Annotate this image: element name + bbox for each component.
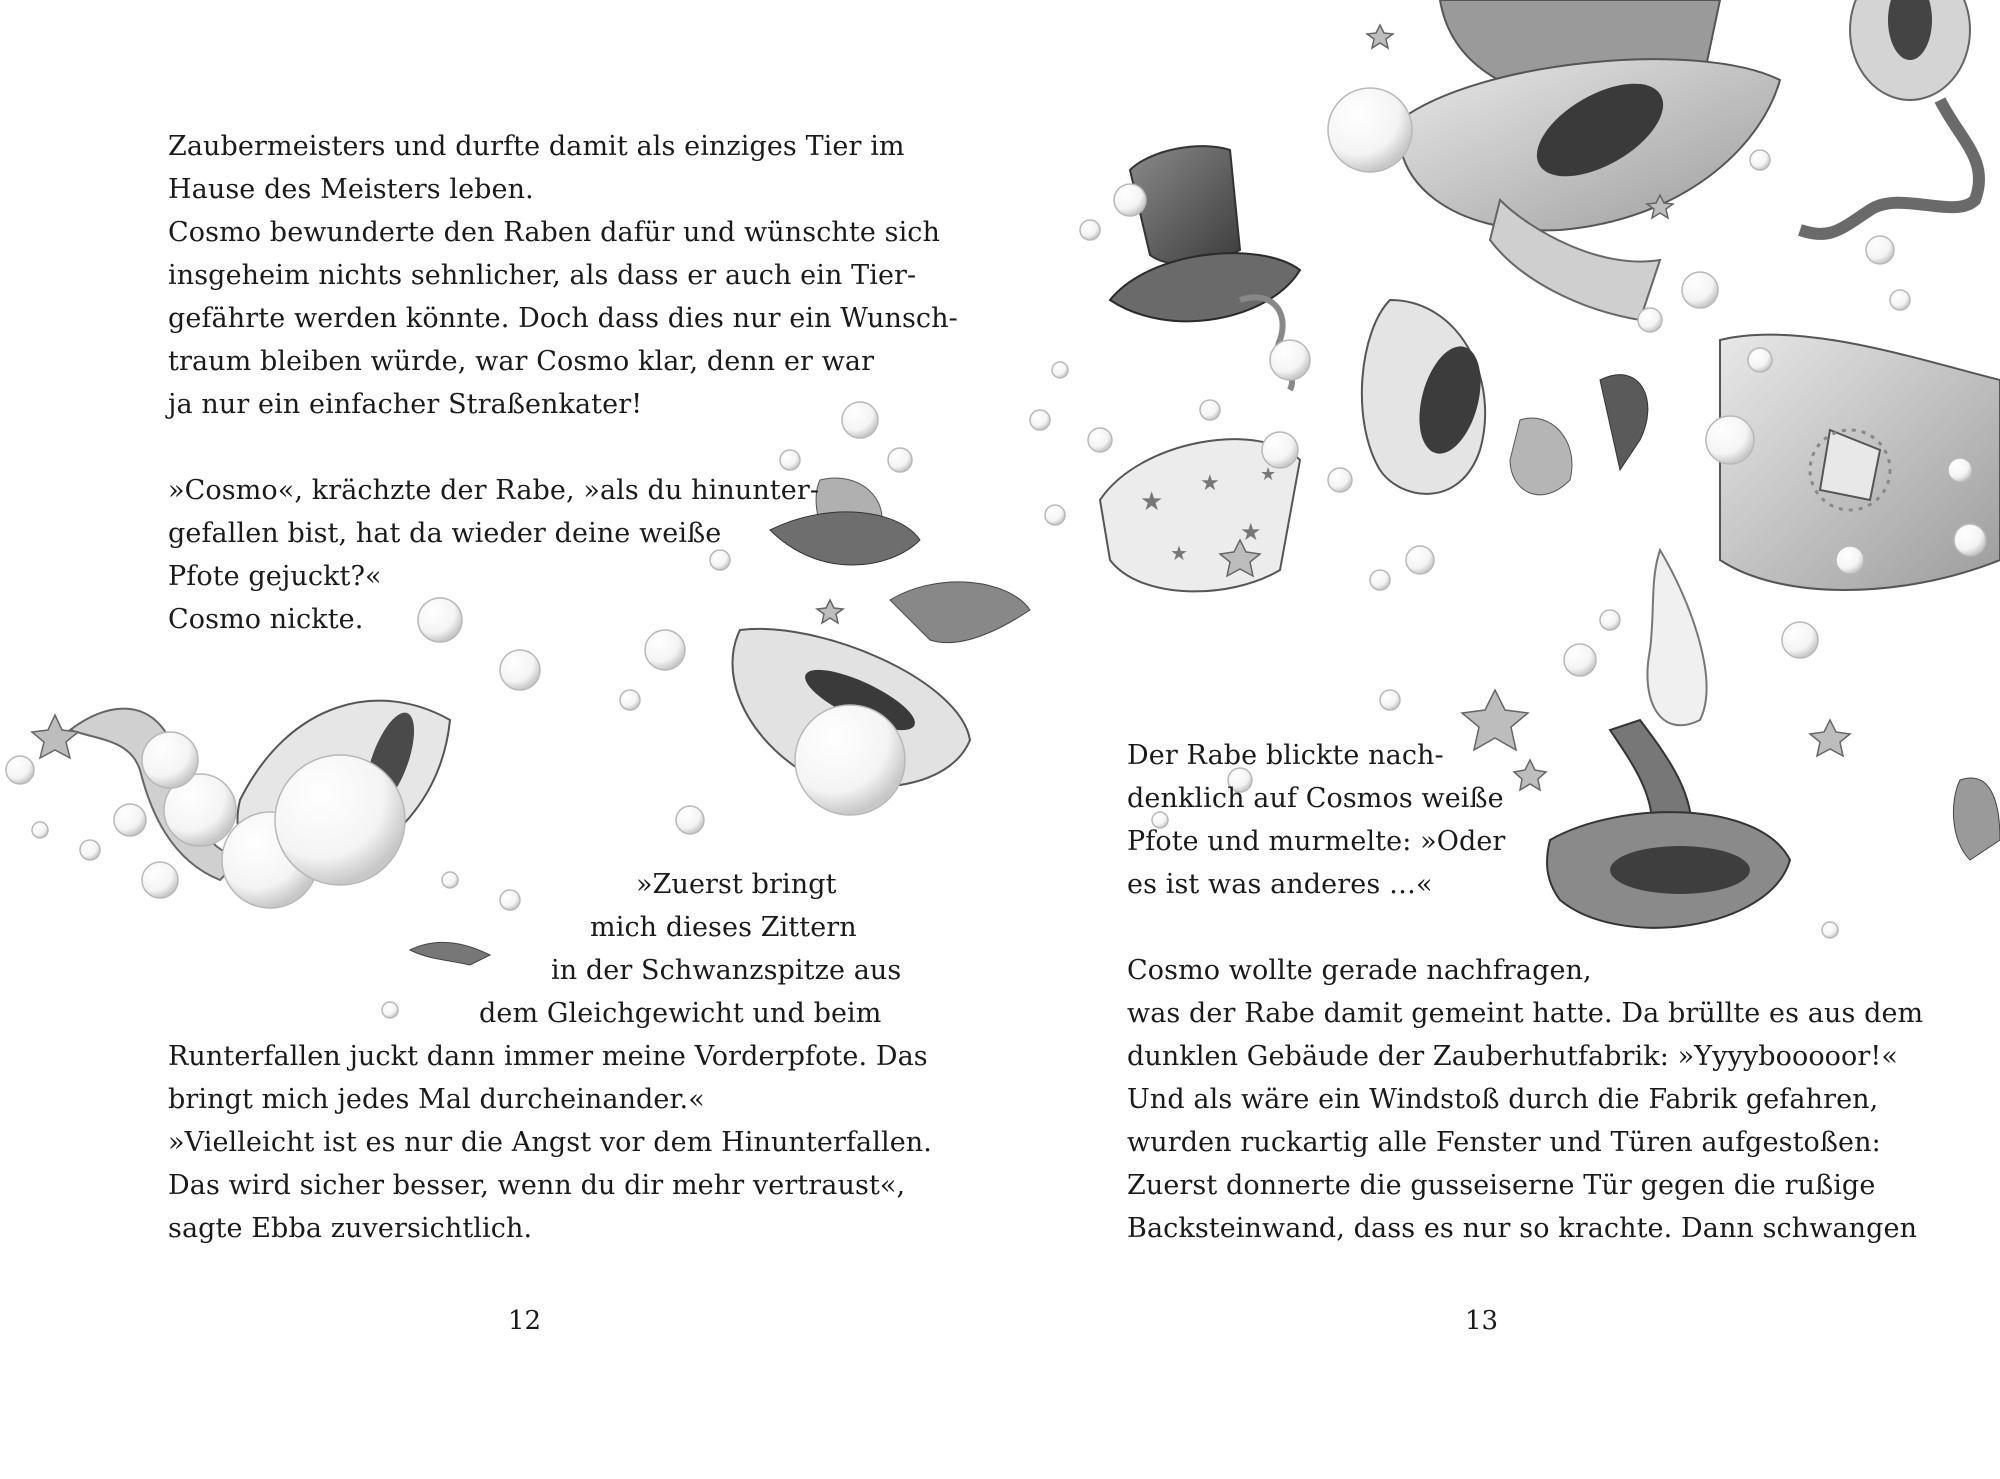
svg-text:★: ★ bbox=[1260, 464, 1277, 485]
text-line: ja nur ein einfacher Straßenkater! bbox=[168, 389, 643, 420]
text-line: Runterfallen juckt dann immer meine Vorderpfote. Das bbox=[168, 1041, 928, 1072]
text-line: Hause des Meisters leben. bbox=[168, 174, 534, 205]
text-line: Cosmo nickte. bbox=[168, 604, 364, 635]
text-line: gefährte werden könnte. Doch dass dies nur ein Wunsch- bbox=[168, 303, 958, 334]
sun-emblem-hat bbox=[1647, 335, 2000, 726]
white-brim-hat bbox=[1362, 300, 1648, 495]
text-line: dunklen Gebäude der Zauberhutfabrik: »Yyyybooooor!« bbox=[1127, 1041, 1898, 1072]
text-line: Cosmo wollte gerade nachfragen, bbox=[1127, 955, 1592, 986]
text-line: sagte Ebba zuversichtlich. bbox=[168, 1213, 533, 1244]
partial-hat-right-edge bbox=[1953, 778, 2000, 860]
text-line: »Zuerst bringt bbox=[636, 869, 837, 900]
text-line: gefallen bist, hat da wieder deine weiße bbox=[168, 518, 722, 549]
text-line: »Vielleicht ist es nur die Angst vor dem Hinunterfallen. bbox=[168, 1127, 932, 1158]
text-line: was der Rabe damit gemeint hatte. Da brüllte es aus dem bbox=[1127, 998, 1924, 1029]
text-line: in der Schwanzspitze aus bbox=[551, 955, 902, 986]
svg-text:★: ★ bbox=[1170, 541, 1188, 565]
text-line: traum bleiben würde, war Cosmo klar, denn er war bbox=[168, 346, 875, 377]
text-line: dem Gleichgewicht und beim bbox=[479, 998, 882, 1029]
text-line: Cosmo bewunderte den Raben dafür und wünschte sich bbox=[168, 217, 941, 248]
text-line: Pfote und murmelte: »Oder bbox=[1127, 826, 1506, 857]
text-line: denklich auf Cosmos weiße bbox=[1127, 783, 1504, 814]
text-line: es ist was anderes …« bbox=[1127, 869, 1433, 900]
page-number-right: 13 bbox=[1465, 1306, 1499, 1336]
text-line: insgeheim nichts sehnlicher, als dass er auch ein Tier- bbox=[168, 260, 917, 291]
text-line: Zuerst donnerte die gusseiserne Tür gegen die rußige bbox=[1127, 1170, 1876, 1201]
page-number-left: 12 bbox=[508, 1306, 542, 1336]
svg-text:★: ★ bbox=[1240, 518, 1262, 546]
svg-text:★: ★ bbox=[1140, 487, 1164, 517]
text-line: Der Rabe blickte nach- bbox=[1127, 740, 1444, 771]
lower-right-witch-hat bbox=[1547, 720, 1790, 928]
dark-top-hat bbox=[1110, 146, 1300, 321]
text-line: »Cosmo«, krächzte der Rabe, »als du hinunter- bbox=[168, 475, 820, 506]
text-line: bringt mich jedes Mal durcheinander.« bbox=[168, 1084, 705, 1115]
text-line: Backsteinwand, dass es nur so krachte. Dann schwangen bbox=[1127, 1213, 1918, 1244]
ring-object-top-right bbox=[1800, 0, 1979, 234]
small-twist-hat bbox=[410, 942, 490, 965]
svg-text:★: ★ bbox=[1200, 471, 1220, 496]
text-line: mich dieses Zittern bbox=[590, 912, 857, 943]
text-line: Das wird sicher besser, wenn du dir mehr vertraust«, bbox=[168, 1170, 906, 1201]
text-line: wurden ruckartig alle Fenster und Türen aufgestoßen: bbox=[1127, 1127, 1881, 1158]
large-hat-top bbox=[1399, 0, 1780, 320]
text-line: Und als wäre ein Windstoß durch die Fabrik gefahren, bbox=[1127, 1084, 1879, 1115]
text-line: Pfote gejuckt?« bbox=[168, 561, 382, 592]
text-line: Zaubermeisters und durfte damit als einziges Tier im bbox=[168, 131, 905, 162]
